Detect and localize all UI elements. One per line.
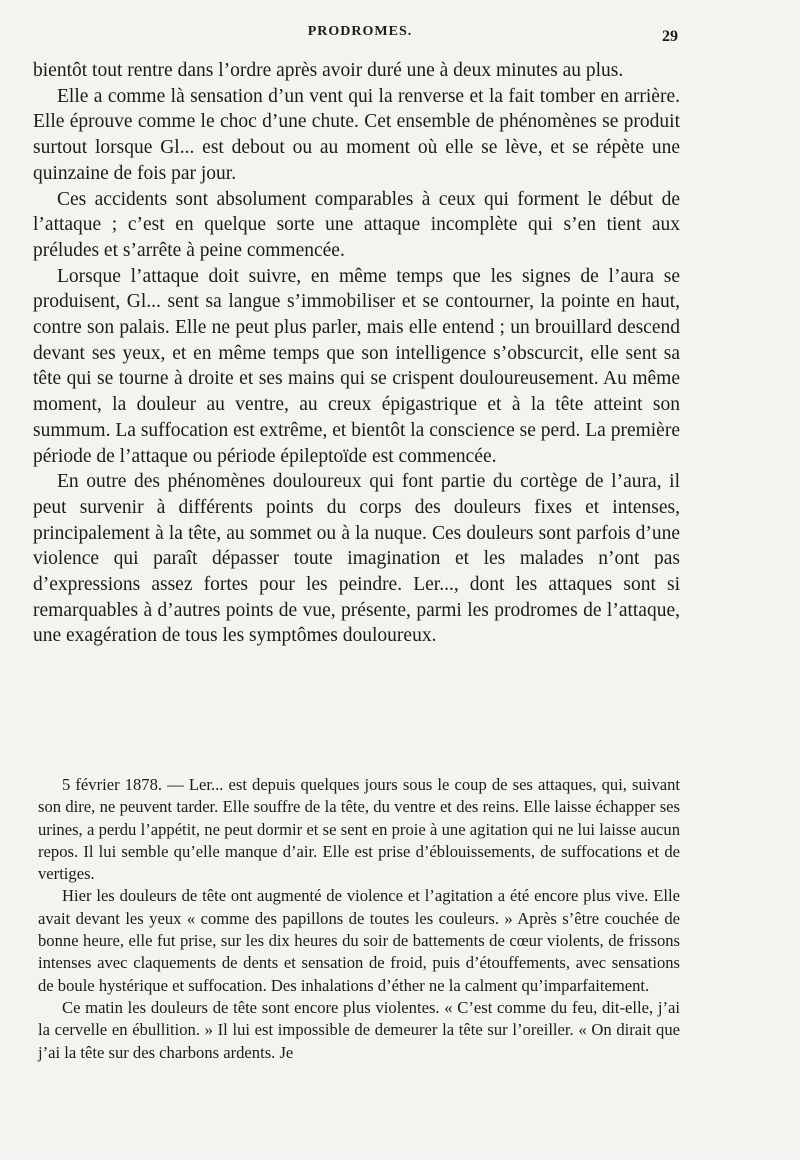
main-text <box>33 58 680 649</box>
paragraph: Elle a comme là sensation d’un vent qui la renverse et la fait tomber en arrière. Elle éprouve comme le choc d’une chute. Cet ensemble de phénomènes se produit surtout lorsque Gl... est debout ou au moment où elle se lève, et se répète une quinzaine de fois par jour. <box>33 85 680 184</box>
running-head <box>0 22 800 46</box>
page-number: 29 <box>662 28 678 45</box>
case-observation <box>38 774 680 1064</box>
observation-paragraph: Ce matin les douleurs de tête sont encore plus violentes. « C’est comme du feu, dit-elle, j’ai la cervelle en ébullition. » Il lui est impossible de demeurer la tête sur l’oreiller. « On dirait que j’ai la tête sur des charbons ardents. Je <box>38 997 680 1062</box>
paragraph: bientôt tout rentre dans l’ordre après avoir duré une à deux minutes au plus. <box>33 60 624 81</box>
paragraph: Ces accidents sont absolument comparables à ceux qui forment le début de l’attaque ; c’est en quelque sorte une attaque incomplète qui s’en tient aux préludes et s’arrête à peine commencée. <box>33 188 680 261</box>
observation-paragraph: Hier les douleurs de tête ont augmenté de violence et l’agitation a été encore plus vive. Elle avait devant les yeux « comme des papillons de toutes les couleurs. » Après s’être couchée de bonne heure, elle fut prise, sur les dix heures du soir de battements de cœur violents, de frissons intenses avec claquements de dents et sensation de froid, puis d’étouffements, avec sensations de boule hystérique et suffocation. Des inhalations d’éther ne la calment qu’imparfaitement. <box>38 886 680 995</box>
paragraph: Lorsque l’attaque doit suivre, en même temps que les signes de l’aura se produisent, Gl... sent sa langue s’immobiliser et se contourner, la pointe en haut, contre son palais. Elle ne peut plus parler, mais elle entend ; un brouillard descend devant ses yeux, et en même temps que son intelligence s’obscurcit, elle sent sa tête qui se tourne à droite et ses mains qui se crispent douloureusement. Au même moment, la douleur au ventre, au creux épigastrique et à la tête atteint son summum. La suffocation est extrême, et bientôt la conscience se perd. La première période de l’attaque ou période épileptoïde est commencée. <box>33 265 680 467</box>
paragraph: En outre des phénomènes douloureux qui font partie du cortège de l’aura, il peut survenir à différents points du corps des douleurs fixes et intenses, principalement à la tête, au sommet ou à la nuque. Ces douleurs sont parfois d’une violence qui paraît dépasser toute imagination et les malades n’ont pas d’expressions assez fortes pour les peindre. Ler..., dont les attaques sont si remarquables à d’autres points de vue, présente, parmi les prodromes de l’attaque, une exagération de tous les symptômes douloureux. <box>33 471 680 647</box>
running-title: PRODROMES. <box>307 24 413 39</box>
observation-paragraph: 5 février 1878. — Ler... est depuis quelques jours sous le coup de ses attaques, qui, suivant son dire, ne peuvent tarder. Elle souffre de la tête, du ventre et des reins. Elle laisse échapper ses urines, a perdu l’appétit, ne peut dormir et se sent en proie à une agitation qui ne lui laisse aucun repos. Il lui semble qu’elle manque d’air. Elle est prise d’éblouissements, de suffocations et de vertiges. <box>38 775 680 884</box>
